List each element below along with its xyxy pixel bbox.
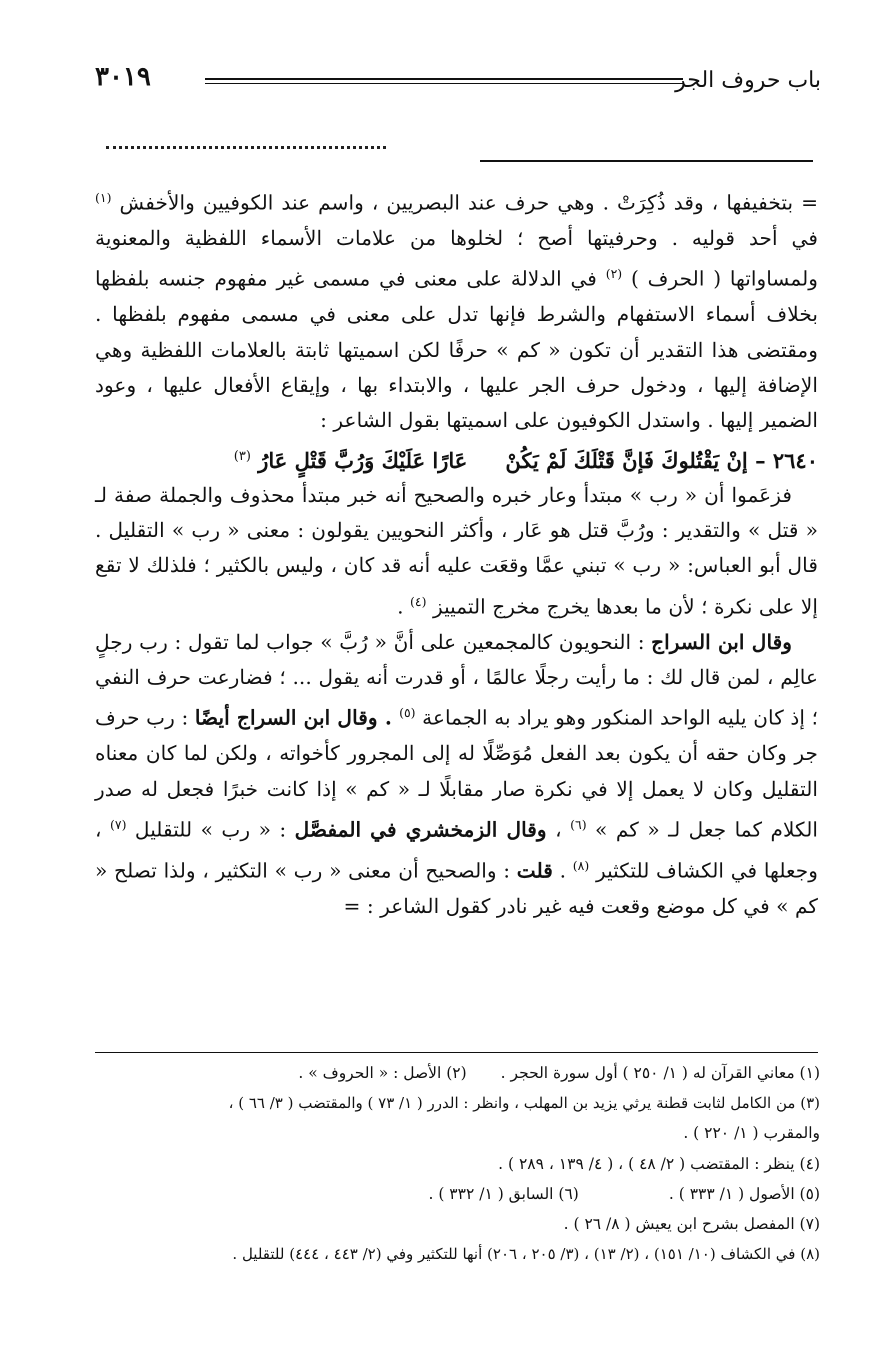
footnote-1: (١) معاني القرآن له ( ١/ ٢٥٠ ) أول سورة الحجر . [500, 1064, 820, 1082]
footnote-3: (٣) من الكامل لثابت قطنة يرثي يزيد بن المهلب ، وانظر : الدرر ( ١/ ٧٣ ) والمقتضب ( ٣/ ٦٦ ) ، [228, 1094, 820, 1113]
quoted-author: وقال ابن السراج [651, 629, 792, 654]
footnote-ref-3: (٣) [233, 448, 251, 464]
page-number: ٣٠١٩ [95, 62, 151, 92]
paragraph-1: = بتخفيفها ، وقد ذُكِرَتْ . وهي حرف عند البصريين ، واسم عند الكوفيين والأخفش $^{(١)}$ في أحد قوليه . وحرفيتها أصح ؛ لخلوها من علامات الأسماء اللفظية والمعنوية ولمساواتها ( الحرف ) $^{(٢)}$ في الدلالة على معنى في مسمى غير مفهوم جنسه بلفظها بخلاف أسماء الاستفهام والشرط فإنها تدل على معنى في مسمى مفهوم بلفظها . ومقتضى هذا التقدير أن تكون « كم » حرفًا لكن اسميتها ثابتة بالعلامات اللفظية وهي الإضافة إليها ، ودخول حرف الجر عليها ، والابتداء بها ، وإيقاع الأفعال عليها ، وعود الضمير إليها . واستدل الكوفيون على اسميتها بقول الشاعر : [95, 190, 818, 433]
footnote-4: (٤) ينظر : المقتضب ( ٢/ ٤٨ ) ، ( ٤/ ١٣٩ ، ٢٨٩ ) . [498, 1154, 820, 1173]
poetry-verse [95, 439, 818, 478]
footnote-ref-4: (٤) [410, 593, 427, 609]
paragraph-3: وقال ابن السراج : النحويون كالمجمعين على أنَّ « رُبَّ » جواب لما تقول : رب رجلٍ عالِم ، لمن قال لك : ما رأيت رجلًا عالمًا ، أو قدرت أنه يقول ... ؛ فضارعت حرف النفي ؛ إذ كان يليه الواحد المنكور وهو يراد به الجماعة $^{(٥)}$ . وقال ابن السراج أيضًا : رب حرف جر وكان حقه أن يكون بعد الفعل مُوَصِّلًا له إلى المجرور كأخواته ، ولكن لما كان معناه التقليل وكان لا يعمل إلا في نكرة صار مقابلًا لـ « كم » إذا كانت خبرًا فجعل له صدر الكلام كما جعل لـ « كم » $^{(٦)}$ ، وقال الزمخشري في المفصَّل : « رب » للتقليل $^{(٧)}$ ، وجعلها في الكشاف للتكثير $^{(٨)}$ . قلت : والصحيح أن معنى « رب » التكثير ، ولذا تصلح « كم » في كل موضع وقعت فيه غير نادر كقول الشاعر : = [95, 629, 819, 919]
dotted-separator [106, 138, 386, 149]
footnote-3-cont: والمقرب ( ١/ ٢٢٠ ) . [683, 1124, 820, 1143]
footnote-line [95, 1058, 820, 1088]
footnote-2: (٢) الأصل : « الحروف » . [298, 1064, 467, 1082]
chapter-title: باب حروف الجر [675, 68, 821, 93]
footnote-ref-2: (٢) [605, 266, 623, 282]
header-rule [205, 78, 683, 84]
paragraph-2: فزعَموا أن « رب » مبتدأ وعار خبره والصحيح أنه خبر مبتدأ محذوف والجملة صفة لـ « قتل » والتقدير : ورُبَّ قتل هو عَار ، وأكثر النحويين يقولون : معنى « رب » التقليل . قال أبو العباس: « رب » تبني عمَّا وقعَت عليه أنه قد كان ، وليس بالكثير ؛ فلذلك لا تقع إلا على نكرة ؛ لأن ما بعدها يخرج مخرج التمييز $^{(٤)}$ . [95, 482, 818, 619]
main-text [95, 180, 818, 924]
verse-number: ٢٦٤٠ – [755, 447, 818, 473]
footnote-ref-5: (٥) [399, 705, 416, 721]
verse-second-hemistich: عَارًا عَلَيْكَ وَرُبَّ قَتْلٍ عَارُ [258, 447, 468, 473]
footnotes [95, 1058, 820, 1269]
footnotes-rule [95, 1052, 818, 1053]
footnote-5: (٥) الأصول ( ١/ ٣٣٣ ) . [668, 1184, 820, 1203]
footnote-ref-1: (١) [95, 190, 112, 205]
verse-first-hemistich: إنْ يَقْتُلوكَ فَإنَّ قَتْلَكَ لَمْ يَكُنْ [505, 447, 748, 473]
footnote-ref-7: (٧) [109, 816, 127, 832]
footnote-7: (٧) المفصل بشرح ابن يعيش ( ٨/ ٢٦ ) . [563, 1215, 820, 1234]
continuation-rule [480, 160, 813, 162]
running-header [95, 62, 821, 102]
footnote-ref-6: (٦) [570, 816, 587, 832]
footnote-line [95, 1179, 820, 1209]
footnote-ref-8: (٨) [572, 858, 590, 874]
footnote-6: (٦) السابق ( ١/ ٣٣٢ ) . [428, 1184, 579, 1203]
footnote-8: (٨) في الكشاف (١٠/ ١٥١) ، (٢/ ١٣) ، (٣/ ٢٠٥ ، ٢٠٦) أنها للتكثير وفي (٢/ ٤٤٣ ، ٤٤٤) للتقليل . [232, 1245, 820, 1264]
